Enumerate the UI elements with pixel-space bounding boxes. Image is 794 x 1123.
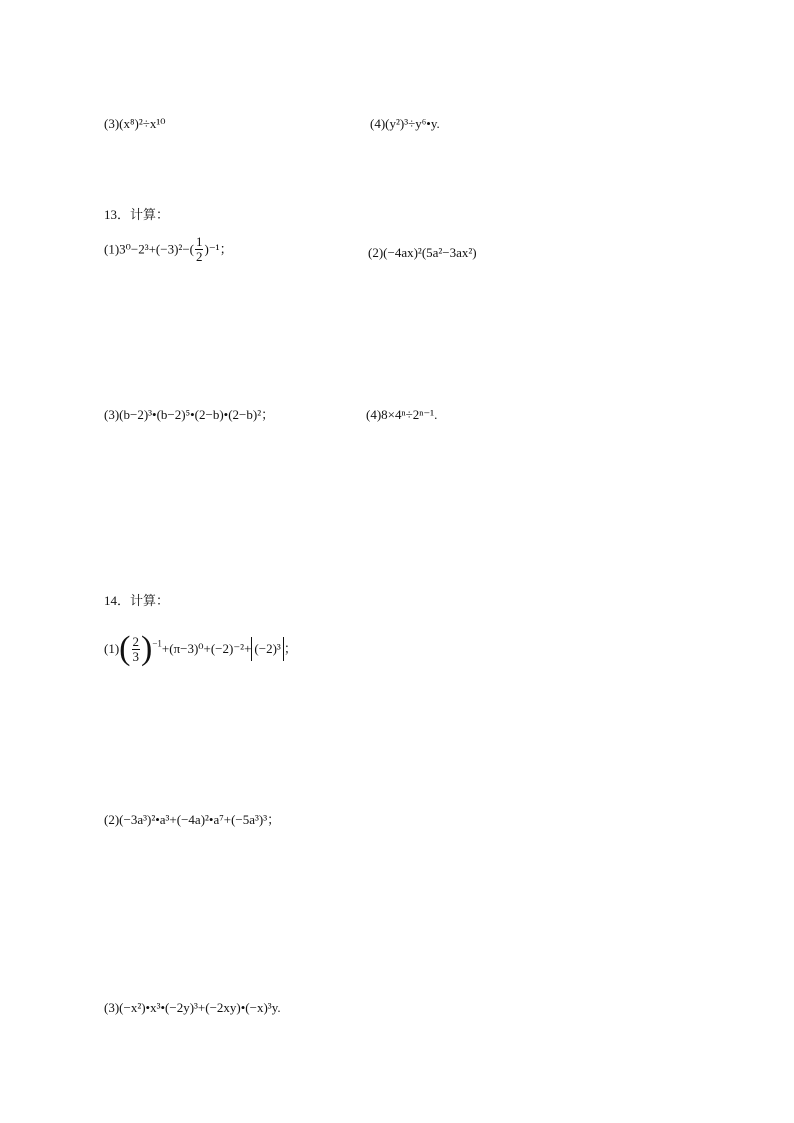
fraction-numerator: 1 [195, 234, 203, 249]
fraction-denominator: 3 [132, 648, 139, 664]
problem-12-item-3: (3)(x⁸)²÷x¹⁰ [104, 116, 166, 131]
fraction-two-thirds [132, 635, 141, 664]
problem-13-item-1-prefix: (1)3⁰−2³+(−3)²−( [104, 241, 194, 257]
exponent: −1 [152, 638, 162, 649]
problem-13-item-1-suffix: )⁻¹； [204, 241, 233, 257]
fraction-denominator: 2 [195, 249, 203, 264]
problem-14-item-2: (2)(−3a³)²•a³+(−4a)²•a⁷+(−5a³)³； [104, 812, 281, 827]
problem-13-heading: 13．计算： [104, 207, 170, 222]
problem-14-item-1 [104, 628, 297, 669]
problem-13-item-3: (3)(b−2)³•(b−2)⁵•(2−b)•(2−b)²； [104, 407, 275, 422]
fraction-numerator: 2 [132, 633, 139, 649]
right-paren: ) [141, 630, 153, 668]
problem-13-item-4: (4)8×4ⁿ÷2ⁿ⁻¹. [366, 407, 438, 422]
left-paren: ( [119, 630, 131, 668]
absolute-value: (−2)³ [251, 637, 283, 661]
problem-14-item-3: (3)(−x²)•x³•(−2y)³+(−2xy)•(−x)³y. [104, 1000, 281, 1015]
problem-12-item-4: (4)(y²)³÷y⁶•y. [370, 116, 440, 131]
fraction-one-half [195, 235, 204, 264]
problem-14-item-1-rest: +(π−3)⁰+(−2)⁻²+ [161, 641, 252, 657]
problem-14-item-1-label: (1) [104, 641, 120, 657]
problem-13-item-2: (2)(−4ax)²(5a²−3ax²) [368, 245, 477, 260]
problem-14-item-1-end: ； [283, 641, 297, 657]
problem-14-heading: 14．计算： [104, 593, 170, 608]
problem-13-item-1 [104, 235, 233, 264]
